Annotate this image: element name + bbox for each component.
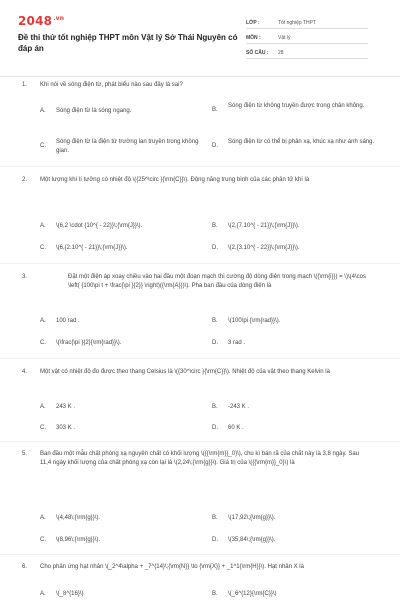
question-separator <box>0 441 400 442</box>
question-5-option-a[interactable]: A. \(4,48\;{\rm{g}}\). <box>40 515 101 521</box>
exam-meta <box>246 14 368 59</box>
question-separator <box>0 166 400 167</box>
site-logo[interactable]: $2048^{.vn}$ <box>18 14 65 28</box>
question-1-option-d[interactable]: D. Sóng điện từ có thể bị phản xạ, khúc xạ như ánh sáng. <box>212 139 375 149</box>
question-separator <box>0 358 400 359</box>
question-4-option-d[interactable]: D. 60 K . <box>212 425 244 431</box>
question-separator <box>0 554 400 555</box>
meta-question-count: SỐ CÂU : 28 <box>246 44 368 59</box>
question-separator <box>0 263 400 264</box>
question-6-option-a[interactable]: A. \(_8^{16}\) <box>40 591 84 597</box>
question-4-option-a[interactable]: A. 243 K . <box>40 404 76 410</box>
question-5-option-d[interactable]: D. \(35,84\;{\rm{g}}\). <box>212 537 276 543</box>
question-2-option-a[interactable]: A. \(6,2 \cdot {10^{ - 22}}\;{\rm{J}}\). <box>40 223 143 229</box>
question-3-option-c[interactable]: C. \(\frac{\pi }{2}{\rm{rad}}\). <box>40 340 122 346</box>
page-title: Đề thi thử tốt nghiệp THPT môn Vật lý Sở Thái Nguyên có đáp án <box>18 33 238 53</box>
question-3-option-b[interactable]: B. \(100\pi {\rm{rad}}\). <box>212 318 281 324</box>
question-4-option-c[interactable]: C. 303 K . <box>40 425 76 431</box>
question-5-option-b[interactable]: B. \(17,92\;{\rm{g}}\). <box>212 515 276 521</box>
meta-subject: MÔN : Vật lý <box>246 29 368 44</box>
question-1-option-c[interactable]: C. Sóng điện từ là điện từ trường lan truyền trong không gian. <box>40 139 199 154</box>
question-2-option-d[interactable]: D. \(2,{3.10^{ - 22}}\;{\rm{J}}\). <box>212 245 300 251</box>
header-divider <box>0 76 400 77</box>
question-1-option-a[interactable]: A. Sóng điện từ là sóng ngang. <box>40 108 132 114</box>
question-3-option-a[interactable]: A. 100 rad . <box>40 318 80 324</box>
question-2-option-c[interactable]: C. \(6,{2.10^{ - 21}}\;{\rm{J}}\). <box>40 245 128 251</box>
document-header <box>18 14 382 70</box>
exam-page: $2048^{.vn}$ Đề thi thử tốt nghiệp THPT môn Vật lý Sở Thái Nguyên có đáp án LỚP : Tốt nghiệp THPT MÔN : Vật lý SỐ CÂU : 28 1. Khi nói về sóng điện từ, phát biểu nào sau đây là sai? A. Sóng điện từ là sóng ngang. B. Sóng điện từ không truyền được trong chân không. C. Sóng điện từ là điện từ trường lan truyền trong không gian. D. Sóng điện từ có thể bị phản xạ, khúc xạ như ánh sáng. 2. Một lượng khí lí tưởng có nhiệt độ \({25^\circ }{\rm{C}}\). Động năng trung bình của các phân tử khí là A. \(6,2 \cdot {10^{ - 22}}\;{\rm{J}}\). B. \(2,{7.10^{ - 21}}\;{\rm{J}}\). C. \(6,{2.10^{ - 21}}\;{\rm{J}}\). D. \(2,{3.10^{ - 22}}\;{\rm{J}}\). 3. Đặt một điện áp xoay chiều vào hai đầu một đoạn mạch thì cường độ dòng điện trong mạch \({\rm{i}}) = \)\(4\cos \left( {100\pi t + \frac{\pi }{2}} \right)({\rm{A}})\). Pha ban đầu của dòng điện là A. 100 rad . B. \(100\pi {\rm{rad}}\). C. \(\frac{\pi }{2}{\rm{rad}}\). D. 3 rad . 4. Một vật có nhiệt độ đo được theo thang Celsius là \({30^\circ }{\rm{C}}\). Nhiệt độ của vật theo thang Kelvin là A. 243 K . B. -243 K . C. 303 K . D. 60 K . 5. Ban đầu một mẫu chất phóng xạ nguyên chất có khối lượng \({{\rm{m}}_0}\), chu kì bán rã của chất này là 3,8 ngày. Sau 11,4 ngày khối lượng của chất phóng xạ còn lại là \(2,24\;{\rm{g}}\). Giá trị của \({{\rm{m}}_0}\) là A. \(4,48\;{\rm{g}}\). B. \(17,92\;{\rm{g}}\). C. \(8,96\;{\rm{g}}\). D. \(35,84\;{\rm{g}}\). 6. Cho phản ứng hạt nhân \(_2^4\alpha + _7^{14}\;{\rm{N}} \to {\rm{X}} + _1^1{\rm{H}}\). Hạt nhân X là A. \(_8^{16}\) B. \(_6^{12}{\rm{C}}\) <box>0 0 400 600</box>
question-2-option-b[interactable]: B. \(2,{7.10^{ - 21}}\;{\rm{J}}\). <box>212 223 300 229</box>
question-5-option-c[interactable]: C. \(8,96\;{\rm{g}}\). <box>40 537 101 543</box>
question-6-option-b[interactable]: B. \(_6^{12}{\rm{C}}\) <box>212 591 277 597</box>
meta-class: LỚP : Tốt nghiệp THPT <box>246 14 368 29</box>
question-3-option-d[interactable]: D. 3 rad . <box>212 340 246 346</box>
question-4-option-b[interactable]: B. -243 K . <box>212 404 250 410</box>
question-1-option-b[interactable]: B. Sóng điện từ không truyền được trong chân không. <box>212 103 365 113</box>
